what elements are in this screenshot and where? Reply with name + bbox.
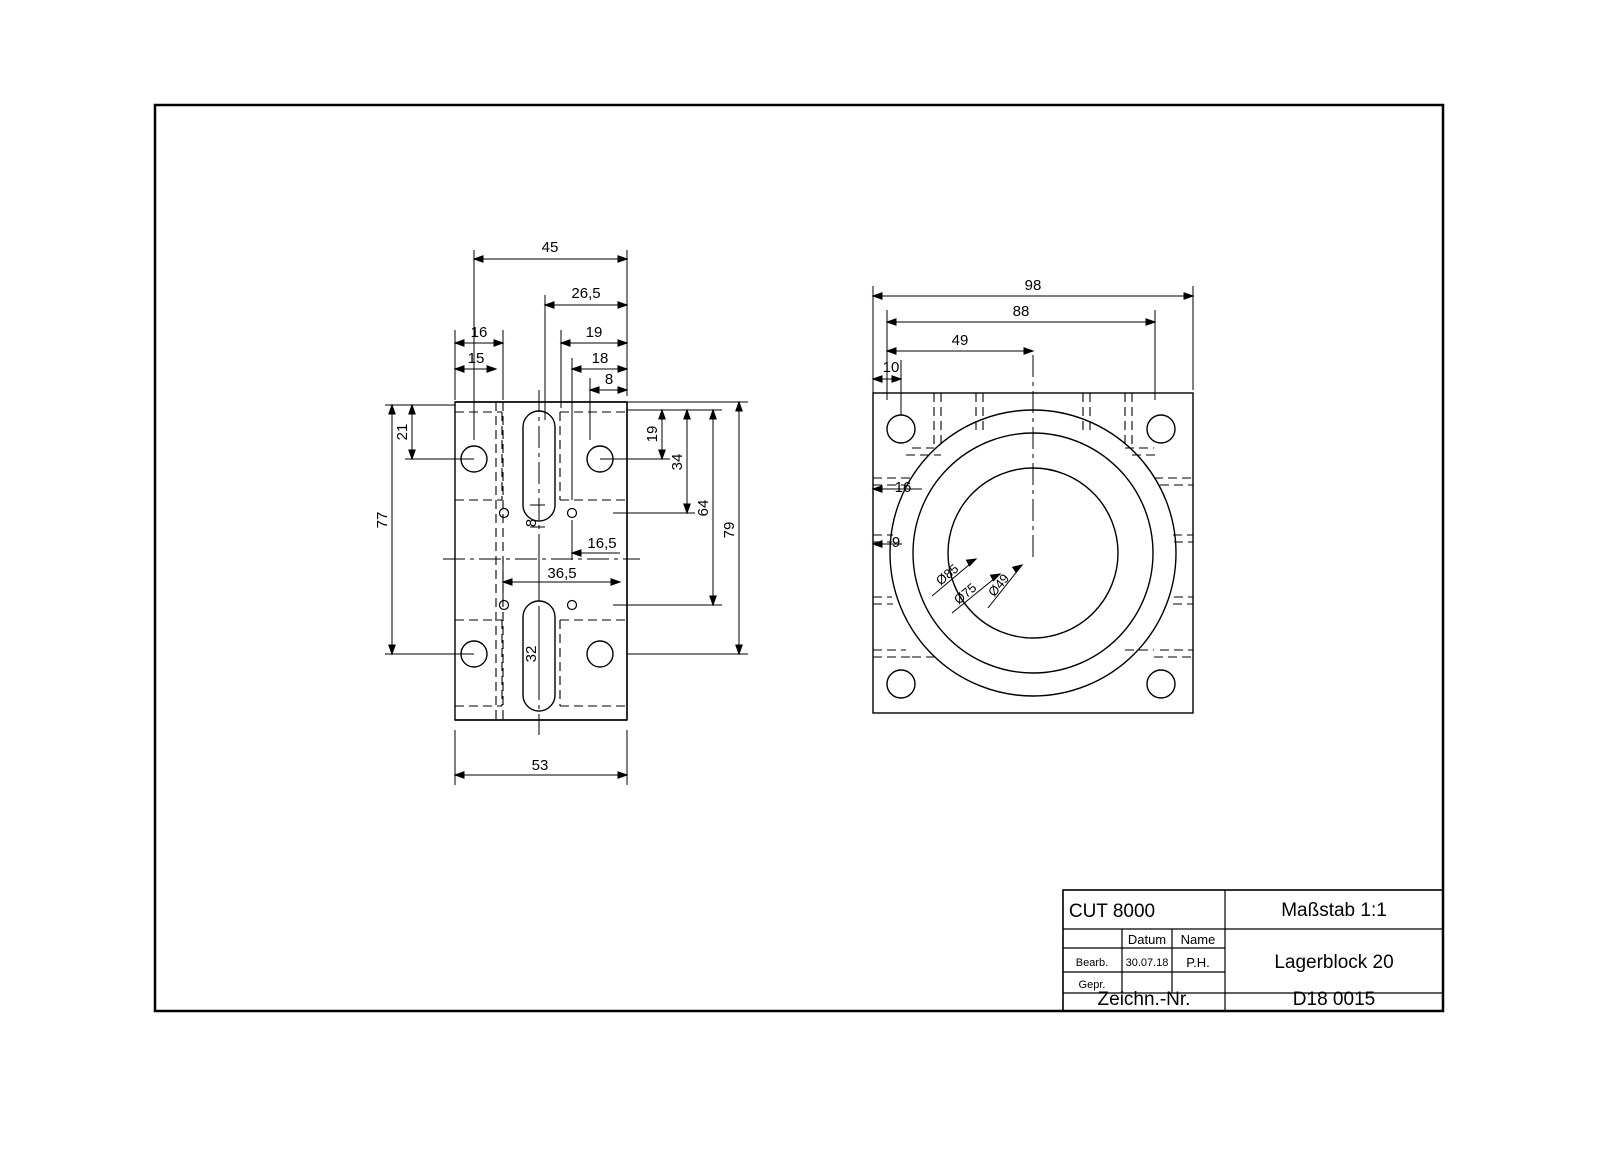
dim-26-5: 26,5: [571, 285, 601, 302]
title-block-machine: CUT 8000: [1068, 901, 1156, 922]
dim-dia-85: Ø85: [932, 560, 962, 589]
dim-98: 98: [1024, 277, 1042, 294]
dim-16: 16: [470, 324, 488, 341]
dim-49: 49: [951, 332, 969, 349]
dim-32: 32: [523, 645, 540, 663]
dim-53: 53: [531, 757, 549, 774]
dim-45: 45: [541, 239, 559, 256]
title-block-row-gepr: Gepr.: [1078, 979, 1106, 991]
title-block-scale: Maßstab 1:1: [1281, 900, 1387, 921]
dim-10: 10: [882, 359, 900, 376]
title-block-drawing-no: D18 0015: [1292, 989, 1376, 1010]
title-block-col-name: Name: [1180, 932, 1216, 947]
dim-9-side: 9: [891, 534, 901, 551]
dim-8-top: 8: [604, 371, 614, 388]
dim-34: 34: [669, 453, 686, 471]
dim-19-right: 19: [644, 425, 661, 443]
title-block-col-datum: Datum: [1127, 932, 1167, 947]
dim-88: 88: [1012, 303, 1030, 320]
title-block-part-title: Lagerblock 20: [1274, 952, 1394, 973]
dim-15: 15: [467, 350, 485, 367]
dim-18: 18: [591, 350, 609, 367]
dim-79: 79: [721, 521, 738, 539]
dim-8-mid: 8: [523, 518, 540, 528]
dim-64: 64: [695, 499, 712, 517]
dim-dia-49: Ø49: [984, 570, 1013, 600]
dim-19-top: 19: [585, 324, 603, 341]
dim-36-5: 36,5: [547, 565, 577, 582]
dim-77: 77: [374, 511, 391, 529]
title-block-date: 30.07.18: [1125, 957, 1169, 969]
title-block-drawing-no-label: Zeichn.-Nr.: [1097, 989, 1191, 1010]
title-block-name: P.H.: [1186, 955, 1210, 970]
dim-dia-75: Ø75: [950, 579, 980, 608]
title-block-row-bearb: Bearb.: [1075, 957, 1109, 969]
dim-16-5: 16,5: [587, 535, 617, 552]
dim-21: 21: [394, 423, 411, 441]
dim-16-side: 16: [894, 479, 912, 496]
